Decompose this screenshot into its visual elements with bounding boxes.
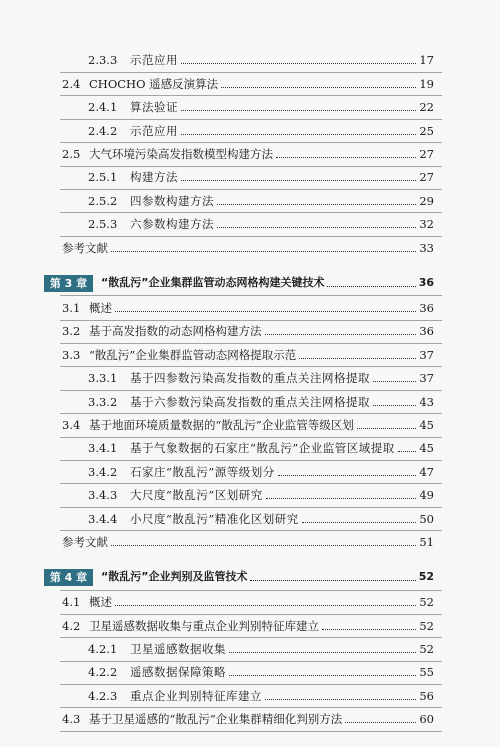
leader-dots xyxy=(345,722,416,723)
toc-chapter-row xyxy=(0,567,500,587)
toc-section-number: 2.3.3 xyxy=(88,53,118,67)
toc-section-number: 3.3.2 xyxy=(88,395,118,409)
toc-page-number: 17 xyxy=(419,53,434,67)
row-divider xyxy=(60,590,442,591)
toc-page-number: 27 xyxy=(419,147,434,161)
row-divider xyxy=(60,72,442,73)
toc-section-number: 3.3.1 xyxy=(88,371,118,385)
toc-entry xyxy=(0,321,500,341)
toc-section-number: 4.2.2 xyxy=(88,665,118,679)
toc-section-number: 3.4.2 xyxy=(88,465,118,479)
row-divider xyxy=(60,95,442,96)
toc-page-number: 52 xyxy=(419,595,434,609)
toc-page-number: 50 xyxy=(419,512,434,526)
row-divider xyxy=(60,366,442,367)
leader-dots xyxy=(221,87,416,88)
toc-entry xyxy=(0,214,500,234)
toc-entry xyxy=(0,144,500,164)
leader-dots xyxy=(322,629,416,630)
toc-title: 大气环境污染高发指数模型构建方法 xyxy=(89,147,273,161)
toc-title: 重点企业判别特征库建立 xyxy=(130,689,262,703)
toc-title: “散乱污”企业集群监管动态网格构建关键技术 xyxy=(101,276,325,289)
toc-title: 示范应用 xyxy=(130,53,178,67)
toc-section-number: 4.2.1 xyxy=(88,642,118,656)
toc-page-number: 29 xyxy=(419,194,434,208)
row-divider xyxy=(60,707,442,708)
toc-page-number: 25 xyxy=(419,124,434,138)
toc-page-number: 51 xyxy=(419,535,434,549)
row-divider xyxy=(60,119,442,120)
row-divider xyxy=(60,614,442,615)
toc-title: 基于卫星遥感的“散乱污”企业集群精细化判别方法 xyxy=(89,712,343,726)
row-divider xyxy=(60,390,442,391)
leader-dots xyxy=(229,652,416,653)
toc-entry xyxy=(0,485,500,505)
toc-entry xyxy=(0,298,500,318)
toc-entry xyxy=(0,191,500,211)
toc-page-number: 36 xyxy=(419,324,434,338)
toc-title: 六参数构建方法 xyxy=(130,217,214,231)
row-divider xyxy=(60,460,442,461)
row-divider xyxy=(60,661,442,662)
toc-title: 概述 xyxy=(89,595,112,609)
toc-entry xyxy=(0,345,500,365)
leader-dots xyxy=(302,522,417,523)
toc-page-number: 52 xyxy=(419,619,434,633)
leader-dots xyxy=(299,358,416,359)
toc-page-number: 27 xyxy=(419,170,434,184)
toc-section-number: 3.2 xyxy=(62,324,81,338)
toc-title: 算法验证 xyxy=(130,100,178,114)
row-divider xyxy=(60,483,442,484)
leader-dots xyxy=(217,204,416,205)
toc-title: 四参数构建方法 xyxy=(130,194,214,208)
row-divider xyxy=(60,295,442,296)
leader-dots xyxy=(398,451,417,452)
toc-page-number: 36 xyxy=(419,301,434,315)
toc-section-number: 2.4.2 xyxy=(88,124,118,138)
toc-page-number: 56 xyxy=(419,689,434,703)
leader-dots xyxy=(181,110,416,111)
toc-chapter-row xyxy=(0,273,500,293)
toc-page-number: 22 xyxy=(419,100,434,114)
row-divider xyxy=(60,507,442,508)
row-divider xyxy=(60,189,442,190)
toc-page-number: 43 xyxy=(419,395,434,409)
toc-title: 基于四参数污染高发指数的重点关注网格提取 xyxy=(130,371,370,385)
leader-dots xyxy=(111,545,416,546)
toc-section-number: 3.4.4 xyxy=(88,512,118,526)
toc-section-number: 4.2.3 xyxy=(88,689,118,703)
toc-title: 卫星遥感数据收集与重点企业判别特征库建立 xyxy=(89,619,319,633)
toc-entry xyxy=(0,532,500,552)
toc-page-number: 37 xyxy=(419,348,434,362)
toc-title: 基于高发指数的动态网格构建方法 xyxy=(89,324,262,338)
leader-dots xyxy=(229,675,416,676)
toc-title: 小尺度“散乱污”精准化区划研究 xyxy=(130,512,299,526)
toc-title: 卫星遥感数据收集 xyxy=(130,642,226,656)
row-divider xyxy=(60,166,442,167)
toc-title: 示范应用 xyxy=(130,124,178,138)
leader-dots xyxy=(276,157,416,158)
row-divider xyxy=(60,437,442,438)
toc-section-number: 3.4.1 xyxy=(88,441,118,455)
toc-entry xyxy=(0,616,500,636)
toc-title: 基于地面环境质量数据的“散乱污”企业监管等级区划 xyxy=(89,418,354,432)
toc-entry xyxy=(0,709,500,729)
toc-entry xyxy=(0,639,500,659)
toc-entry xyxy=(0,74,500,94)
toc-title: 遥感数据保障策略 xyxy=(130,665,226,679)
toc-entry xyxy=(0,50,500,70)
toc-entry xyxy=(0,462,500,482)
toc-page-number: 45 xyxy=(419,441,434,455)
leader-dots xyxy=(115,311,416,312)
toc-title: CHOCHO 遥感反演算法 xyxy=(89,77,219,91)
toc-title: “散乱污”企业判别及监管技术 xyxy=(101,570,248,583)
toc-entry xyxy=(0,167,500,187)
toc-entry xyxy=(0,509,500,529)
toc-entry xyxy=(0,592,500,612)
toc-page-number: 45 xyxy=(419,418,434,432)
toc-entry xyxy=(0,662,500,682)
toc-section-number: 2.5.1 xyxy=(88,170,118,184)
toc-entry xyxy=(0,392,500,412)
row-divider xyxy=(60,142,442,143)
leader-dots xyxy=(111,251,416,252)
row-divider xyxy=(60,731,442,732)
toc-page-number: 52 xyxy=(418,570,434,583)
toc-section-number: 2.5 xyxy=(62,147,81,161)
toc-page-number: 19 xyxy=(419,77,434,91)
row-divider xyxy=(60,637,442,638)
toc-entry xyxy=(0,368,500,388)
leader-dots xyxy=(181,180,416,181)
row-divider xyxy=(60,320,442,321)
toc-title: 构建方法 xyxy=(130,170,178,184)
leader-dots xyxy=(327,286,415,287)
leader-dots xyxy=(265,699,416,700)
leader-dots xyxy=(217,227,416,228)
toc-section-number: 4.2 xyxy=(62,619,81,633)
toc-section-number: 3.4.3 xyxy=(88,488,118,502)
toc-entry xyxy=(0,686,500,706)
row-divider xyxy=(60,413,442,414)
toc-section-number: 3.4 xyxy=(62,418,81,432)
toc-entry xyxy=(0,97,500,117)
chapter-badge: 第 4 章 xyxy=(44,569,93,586)
leader-dots xyxy=(115,605,416,606)
toc-section-number: 4.3 xyxy=(62,712,81,726)
toc-title: 基于六参数污染高发指数的重点关注网格提取 xyxy=(130,395,370,409)
row-divider xyxy=(60,212,442,213)
leader-dots xyxy=(181,134,416,135)
toc-entry xyxy=(0,438,500,458)
toc-section-number: 4.1 xyxy=(62,595,81,609)
toc-entry xyxy=(0,415,500,435)
toc-title: “散乱污”企业集群监管动态网格提取示范 xyxy=(89,348,297,362)
toc-page-number: 55 xyxy=(419,665,434,679)
toc-page-number: 33 xyxy=(419,241,434,255)
row-divider xyxy=(60,530,442,531)
toc-page-number: 60 xyxy=(419,712,434,726)
leader-dots xyxy=(266,498,417,499)
toc-page-number: 37 xyxy=(419,371,434,385)
row-divider xyxy=(60,684,442,685)
leader-dots xyxy=(250,580,415,581)
toc-title: 大尺度“散乱污”区划研究 xyxy=(130,488,263,502)
leader-dots xyxy=(181,63,416,64)
toc-title: 石家庄“散乱污”源等级划分 xyxy=(130,465,275,479)
chapter-badge: 第 3 章 xyxy=(44,275,93,292)
toc-entry xyxy=(0,121,500,141)
toc-page-number: 52 xyxy=(419,642,434,656)
row-divider xyxy=(60,343,442,344)
leader-dots xyxy=(373,381,416,382)
toc-section-number: 3.1 xyxy=(62,301,81,315)
leader-dots xyxy=(278,475,417,476)
row-divider xyxy=(60,236,442,237)
leader-dots xyxy=(373,405,416,406)
toc-section-number: 2.4.1 xyxy=(88,100,118,114)
toc-section-number: 2.5.3 xyxy=(88,217,118,231)
toc-page-number: 47 xyxy=(419,465,434,479)
toc-page-number: 49 xyxy=(419,488,434,502)
toc-section-number: 2.5.2 xyxy=(88,194,118,208)
toc-page-number: 36 xyxy=(418,276,434,289)
toc-title: 基于气象数据的石家庄“散乱污”企业监管区域提取 xyxy=(130,441,395,455)
toc-entry xyxy=(0,238,500,258)
toc-title: 参考文献 xyxy=(62,535,108,549)
leader-dots xyxy=(357,428,417,429)
toc-title: 概述 xyxy=(89,301,112,315)
toc-section-number: 3.3 xyxy=(62,348,81,362)
toc-section-number: 2.4 xyxy=(62,77,81,91)
leader-dots xyxy=(265,334,417,335)
toc-page-number: 32 xyxy=(419,217,434,231)
toc-title: 参考文献 xyxy=(62,241,108,255)
